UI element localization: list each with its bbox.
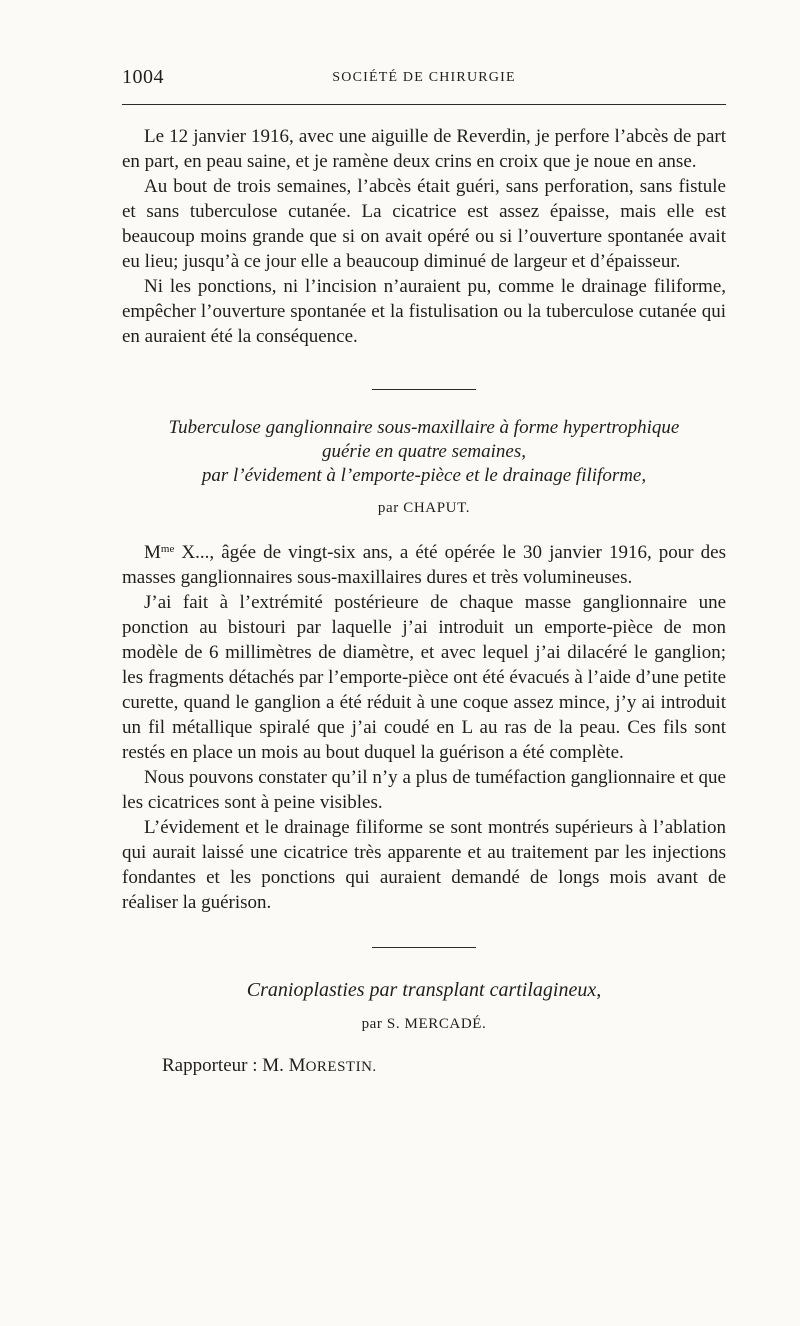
page-number: 1004 — [122, 66, 164, 88]
paragraph — [122, 537, 726, 590]
section-divider — [372, 389, 476, 390]
paragraph: Au bout de trois semaines, l’abcès était guéri, sans perforation, sans fistule et sans tuberculose cutanée. La cicatrice est assez épaisse, mais elle est beaucoup moins grande que si on avait opéré ou si l’ouverture spontanée avait eu lieu; jusqu’à ce jour elle a beaucoup diminué de largeur et d’épaisseur. — [122, 176, 726, 272]
rapporteur-line — [122, 1053, 726, 1080]
article-title: Cranioplasties par transplant cartilagineux, — [246, 979, 602, 1001]
paragraph-text: X..., âgée de vingt-six ans, a été opérée le 30 janvier 1916, pour des masses ganglionnaires sous-maxillaires dures et très volumineuses. — [122, 542, 726, 588]
article-text — [122, 537, 726, 915]
article-chaput — [122, 416, 726, 915]
title-abbreviation: M — [144, 542, 161, 563]
title-line: Tuberculose ganglionnaire sous-maxillaire à forme hypertrophique — [168, 417, 680, 438]
article-mercade — [122, 978, 726, 1080]
superscript: me — [160, 543, 175, 555]
paragraph: L’évidement et le drainage filiforme se sont montrés supérieurs à l’ablation qui aurait laissé une cicatrice très apparente et au traitement par les injections fondantes et les ponctions qui auraient demandé de longs mois avant de réaliser la guérison. — [122, 817, 726, 913]
section-continuation — [122, 124, 726, 349]
title-line: guérie en quatre semaines, — [321, 441, 527, 462]
rapporteur-label: Rapporteur : M. — [162, 1055, 289, 1076]
rapporteur-initial: M — [288, 1055, 306, 1076]
paragraph: Le 12 janvier 1916, avec une aiguille de Reverdin, je perfore l’abcès de part en part, en peau saine, et je ramène deux crins en croix que je noue en anse. — [122, 126, 726, 172]
section-divider — [372, 947, 476, 948]
header-rule — [122, 104, 726, 105]
paragraph: Ni les ponctions, ni l’incision n’auraient pu, comme le drainage filiforme, empêcher l’ouverture spontanée et la fistulisation ou la tuberculose cutanée qui en auraient été la conséquence. — [122, 276, 726, 347]
author-byline: par S. MERCADÉ. — [361, 1016, 487, 1032]
paragraph: Nous pouvons constater qu’il n’y a plus de tuméfaction ganglionnaire et que les cicatrices sont à peine visibles. — [122, 767, 726, 813]
rapporteur-name: ORESTIN. — [305, 1059, 377, 1075]
title-line: par l’évidement à l’emporte-pièce et le drainage filiforme, — [201, 465, 647, 486]
running-title: SOCIÉTÉ DE CHIRURGIE — [332, 70, 516, 85]
page-header — [122, 66, 726, 90]
paragraph: J’ai fait à l’extrémité postérieure de chaque masse ganglionnaire une ponction au bistouri par laquelle j’ai introduit un emporte-pièce de mon modèle de 6 millimètres de diamètre, et avec lequel j’ai dilacéré le ganglion; les fragments détachés par l’emporte-pièce ont été évacués à l’aide d’une petite curette, quand le ganglion a été réduit à une coque assez mince, j’y ai introduit un fil métallique spiralé que j’ai coudé en L au ras de la peau. Ces fils sont restés en place un mois au bout duquel la guérison a été complète. — [122, 592, 726, 763]
page-body — [122, 124, 726, 1080]
article-title — [122, 416, 726, 488]
author-byline: par CHAPUT. — [377, 500, 471, 516]
